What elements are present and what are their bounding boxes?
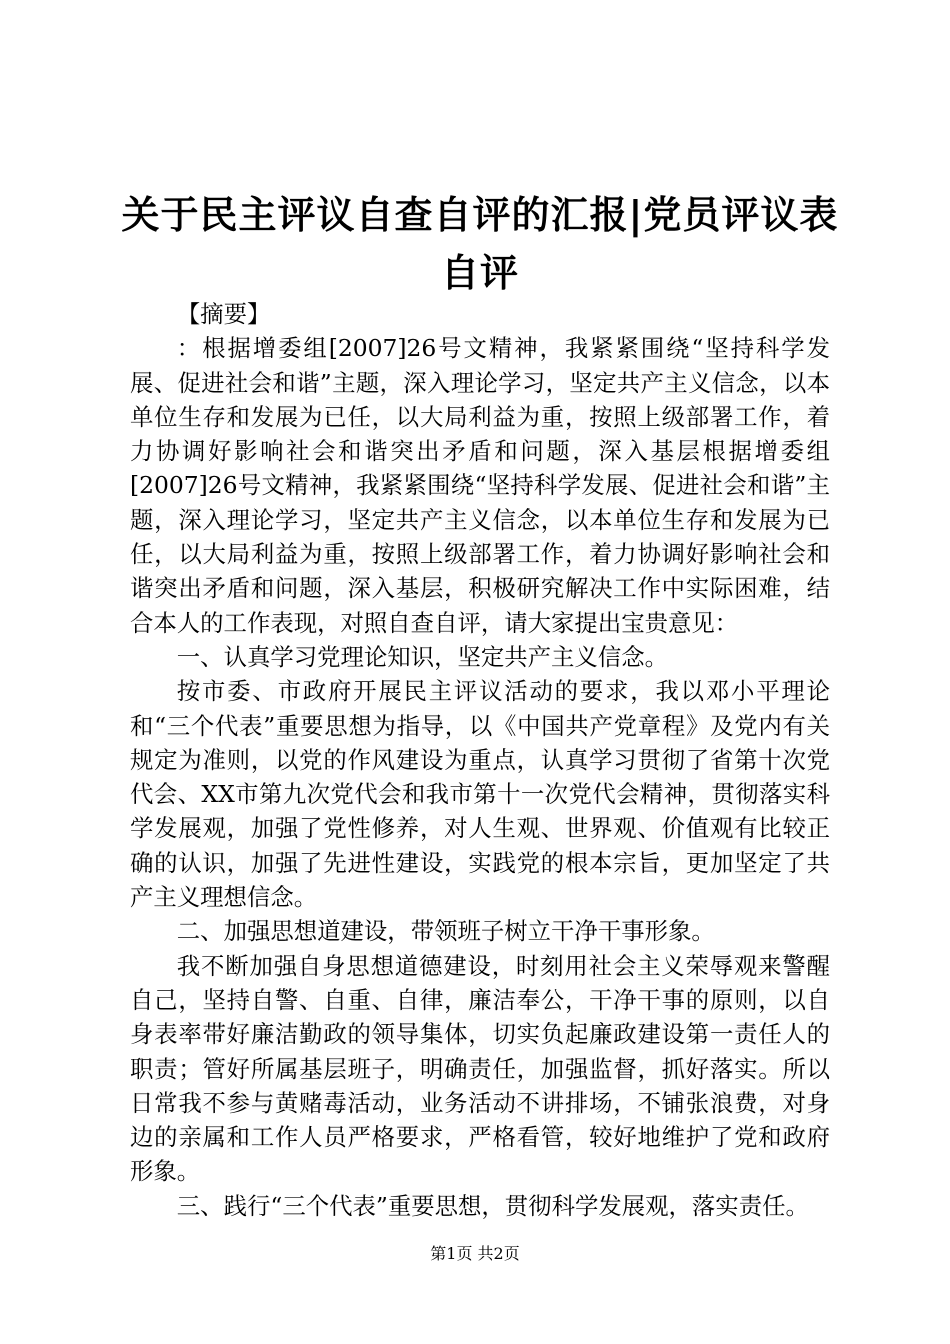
section-heading: 一、认真学习党理论知识，坚定共产主义信念。 <box>176 642 668 671</box>
paragraph: 我不断加强自身思想道德建设，时刻用社会主义荣辱观来警醒自己，坚持自警、自重、自律，廉洁奉公，干净干事的原则，以自身表率带好廉洁勤政的领导集体，切实负起廉政建设第一责任人的职责；管好所属基层班子，明确责任，加强监督，抓好落实。所以日常我不参与黄赌毒活动，业务活动不讲排场，不铺张浪费，对身边的亲属和工作人员严格要求，严格看管，较好地维护了党和政府形象。 <box>130 951 830 1186</box>
section-heading: 三、践行“三个代表”重要思想，贯彻科学发展观，落实责任。 <box>176 1191 809 1220</box>
page-footer: 第1页 共2页 <box>430 1244 520 1263</box>
paragraph: ：根据增委组[2007]26号文精神，我紧紧围绕“坚持科学发展、促进社会和谐”主题，深入理论学习，坚定共产主义信念，以本单位生存和发展为已任，以大局利益为重，按照上级部署工作，着力协调好影响社会和谐突出矛盾和问题，深入基层根据增委组[2007]26号文精神，我紧紧围绕“坚持科学发展、促进社会和谐”主题，深入理论学习，坚定共产主义信念，以本单位生存和发展为已任，以大局利益为重，按照上级部署工作，着力协调好影响社会和谐突出矛盾和问题，深入基层，积极研究解决工作中实际困难，结合本人的工作表现，对照自查自评，请大家提出宝贵意见： <box>130 334 830 637</box>
document-title: 关于民主评议自查自评的汇报|党员评议表自评 <box>121 193 839 295</box>
abstract-heading: 【摘要】 <box>176 300 271 328</box>
paragraph: 按市委、市政府开展民主评议活动的要求，我以邓小平理论和“三个代表”重要思想为指导，以《中国共产党章程》及党内有关规定为准则，以党的作风建设为重点，认真学习贯彻了省第十次党代会、XX市第九次党代会和我市第十一次党代会精神，贯彻落实科学发展观，加强了党性修养，对人生观、世界观、价值观有比较正确的认识，加强了先进性建设，实践党的根本宗旨，更加坚定了共产主义理想信念。 <box>130 677 830 912</box>
section-heading: 二、加强思想道建设，带领班子树立干净干事形象。 <box>176 917 715 946</box>
document-body <box>130 297 830 1223</box>
